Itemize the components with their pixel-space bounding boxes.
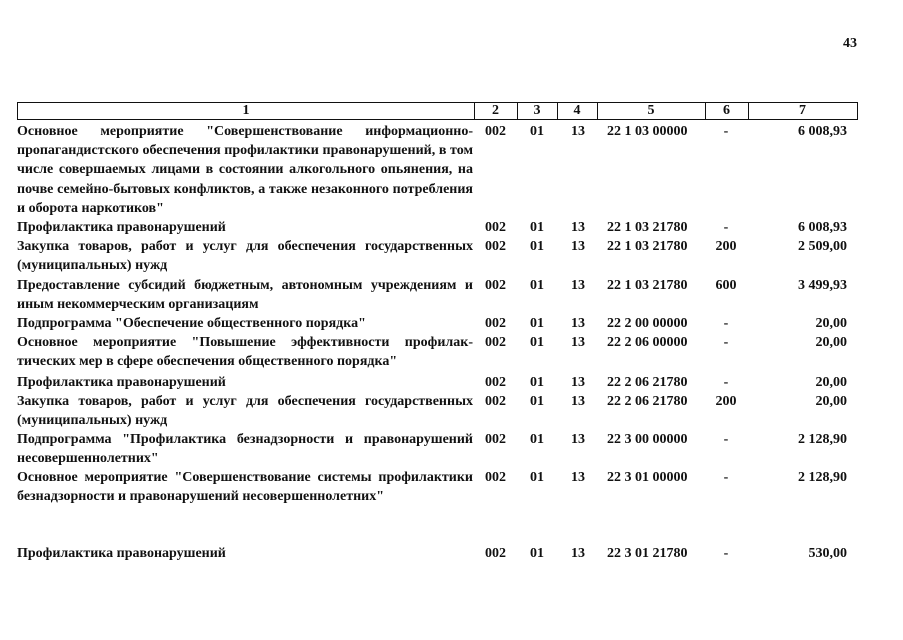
- cell-expense-type: -: [723, 546, 729, 561]
- header-cell-2: 2: [492, 103, 499, 118]
- cell-section: 01: [530, 375, 544, 390]
- row-description: Основное мероприятие "Совершенствование системы профилактики безнадзорности и правонарушений несовершеннолетних": [17, 470, 473, 505]
- cell-subsection: 13: [571, 316, 585, 331]
- cell-section: 01: [530, 239, 544, 254]
- cell-expense-type: -: [723, 124, 729, 139]
- cell-subsection: 13: [571, 546, 585, 561]
- cell-code: 002: [485, 316, 506, 331]
- cell-code: 002: [485, 432, 506, 447]
- cell-code: 002: [485, 278, 506, 293]
- cell-section: 01: [530, 220, 544, 235]
- cell-subsection: 13: [571, 375, 585, 390]
- cell-expense-type: 200: [715, 394, 737, 409]
- cell-code: 002: [485, 375, 506, 390]
- header-cell-1: 1: [242, 103, 250, 118]
- cell-code: 002: [485, 124, 506, 139]
- cell-subsection: 13: [571, 335, 585, 350]
- cell-target-article: 22 3 00 00000: [607, 432, 688, 447]
- cell-target-article: 22 1 03 00000: [607, 124, 688, 139]
- cell-target-article: 22 3 01 21780: [607, 546, 688, 561]
- cell-subsection: 13: [571, 470, 585, 485]
- row-description: Профилактика правонарушений: [17, 375, 226, 390]
- cell-subsection: 13: [571, 239, 585, 254]
- cell-section: 01: [530, 546, 544, 561]
- cell-amount: 6 008,93: [798, 124, 847, 139]
- row-description: Подпрограмма "Профилактика безнадзорности и правонарушений несовершеннолетних": [17, 432, 473, 467]
- cell-code: 002: [485, 546, 506, 561]
- cell-code: 002: [485, 470, 506, 485]
- cell-amount: 20,00: [815, 394, 847, 409]
- row-description: Подпрограмма "Обеспечение общественного порядка": [17, 316, 366, 331]
- table-header: [17, 102, 858, 120]
- cell-section: 01: [530, 316, 544, 331]
- cell-amount: 2 128,90: [798, 470, 847, 485]
- cell-target-article: 22 3 01 00000: [607, 470, 688, 485]
- cell-target-article: 22 2 06 00000: [607, 335, 688, 350]
- header-cell-5: 5: [647, 103, 655, 118]
- cell-section: 01: [530, 335, 544, 350]
- cell-target-article: 22 2 06 21780: [607, 394, 688, 409]
- cell-expense-type: -: [723, 375, 729, 390]
- cell-section: 01: [530, 394, 544, 409]
- cell-amount: 20,00: [815, 375, 847, 390]
- cell-section: 01: [530, 432, 544, 447]
- cell-subsection: 13: [571, 220, 585, 235]
- cell-amount: 530,00: [808, 546, 847, 561]
- row-description: Профилактика правонарушений: [17, 546, 226, 561]
- header-cell-6: 6: [723, 103, 730, 118]
- cell-amount: 2 509,00: [798, 239, 847, 254]
- header-cell-3: 3: [533, 103, 541, 118]
- cell-code: 002: [485, 335, 506, 350]
- cell-section: 01: [530, 470, 544, 485]
- cell-section: 01: [530, 124, 544, 139]
- cell-amount: 2 128,90: [798, 432, 847, 447]
- cell-amount: 20,00: [815, 316, 847, 331]
- header-cell-7: 7: [799, 103, 806, 118]
- row-description: Профилактика правонарушений: [17, 220, 226, 235]
- cell-subsection: 13: [571, 124, 585, 139]
- row-description: Закупка товаров, работ и услуг для обеспечения государственных (муниципальных) нужд: [17, 394, 473, 429]
- row-description: Закупка товаров, работ и услуг для обеспечения государственных (муниципальных) нужд: [17, 239, 473, 274]
- header-cell-4: 4: [573, 103, 581, 118]
- row-description: Предоставление субсидий бюджетным, автономным учреждениям и иным некоммерческим организациям: [17, 278, 473, 313]
- cell-expense-type: -: [723, 470, 729, 485]
- cell-subsection: 13: [571, 432, 585, 447]
- cell-amount: 3 499,93: [798, 278, 847, 293]
- cell-expense-type: -: [723, 432, 729, 447]
- cell-target-article: 22 2 00 00000: [607, 316, 688, 331]
- cell-expense-type: -: [723, 335, 729, 350]
- cell-target-article: 22 1 03 21780: [607, 239, 688, 254]
- cell-expense-type: 600: [715, 278, 737, 293]
- cell-section: 01: [530, 278, 544, 293]
- cell-expense-type: -: [723, 220, 729, 235]
- page-number: 43: [843, 36, 857, 51]
- cell-subsection: 13: [571, 394, 585, 409]
- cell-amount: 6 008,93: [798, 220, 847, 235]
- cell-expense-type: 200: [715, 239, 737, 254]
- cell-target-article: 22 1 03 21780: [607, 220, 688, 235]
- cell-code: 002: [485, 239, 506, 254]
- cell-code: 002: [485, 394, 506, 409]
- row-description: Основное мероприятие "Совершенствование информационно-пропагандистского обеспечения профилактики правонарушений, в том числе совершаемых лицами в состоянии алкогольного опьянения, на почве семейно-бытовых конфликтов, а также незаконного потребления и оборота наркотиков": [17, 124, 473, 216]
- cell-code: 002: [485, 220, 506, 235]
- cell-expense-type: -: [723, 316, 729, 331]
- cell-target-article: 22 1 03 21780: [607, 278, 688, 293]
- row-description: Основное мероприятие "Повышение эффективности профилак-тических мер в сфере обеспечения общественного порядка": [17, 335, 473, 370]
- cell-target-article: 22 2 06 21780: [607, 375, 688, 390]
- cell-subsection: 13: [571, 278, 585, 293]
- cell-amount: 20,00: [815, 335, 847, 350]
